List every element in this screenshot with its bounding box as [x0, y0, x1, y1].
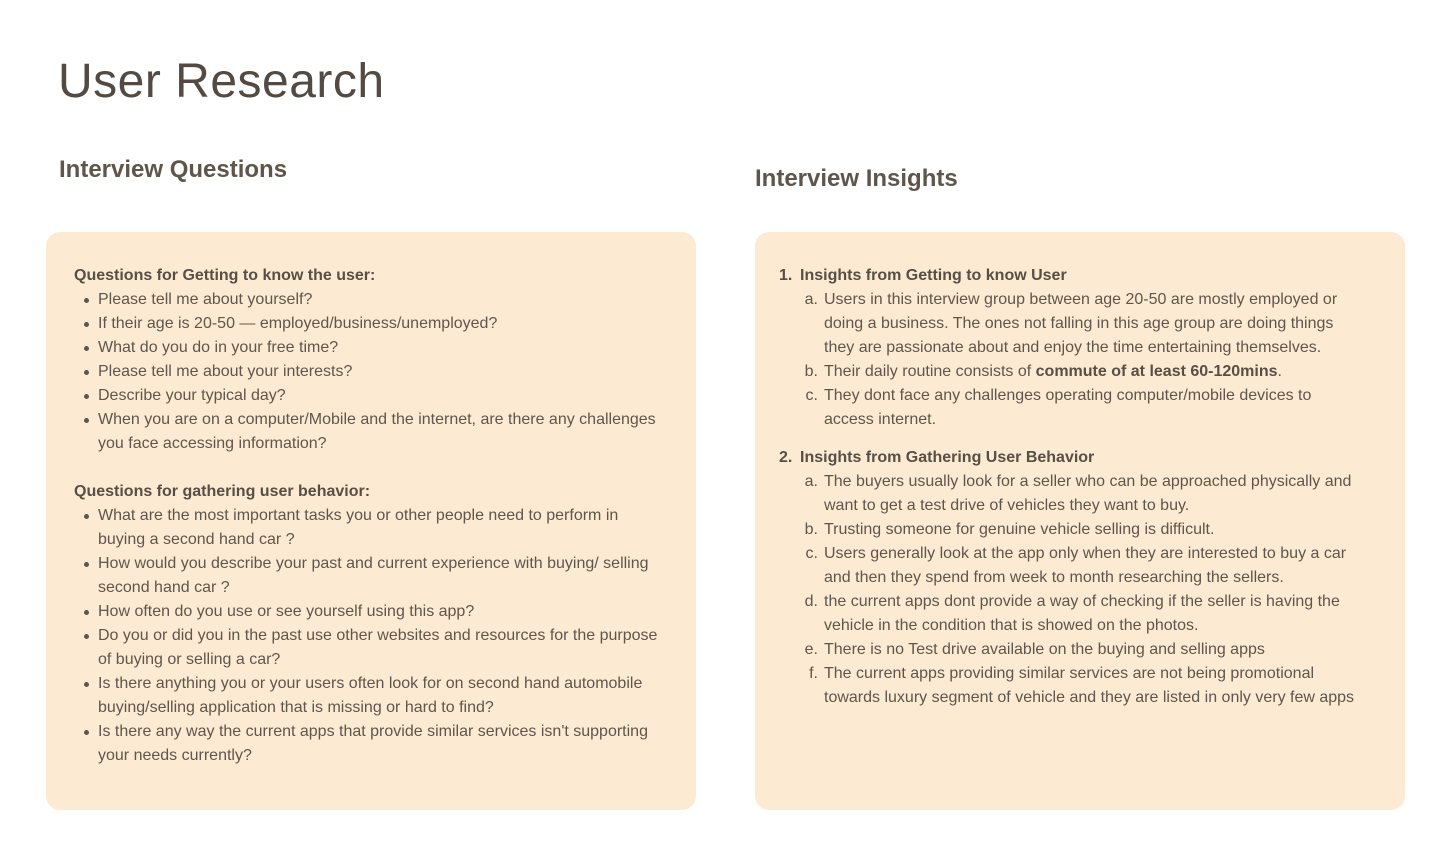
interview-questions-heading: Interview Questions	[59, 156, 288, 183]
insight-item-emphasis: commute of at least 60-120mins	[1035, 363, 1278, 380]
question-item: How often do you use or see yourself using this app?	[74, 600, 668, 624]
insight-group-number: 1.	[779, 267, 793, 284]
interview-insights-heading: Interview Insights	[755, 165, 958, 192]
insight-item-text: There is no Test drive available on the buying and selling apps	[824, 641, 1265, 658]
question-item: What do you do in your free time?	[74, 336, 668, 360]
insight-item	[800, 638, 1365, 662]
insight-group	[779, 446, 1365, 710]
question-group-title: Questions for Getting to know the user:	[74, 267, 376, 284]
insight-item-marker: d.	[804, 593, 818, 610]
insight-item	[800, 518, 1365, 542]
interview-insights-card	[755, 232, 1405, 810]
insight-groups	[779, 264, 1365, 710]
question-item: Please tell me about yourself?	[74, 288, 668, 312]
insight-item-marker: c.	[805, 545, 818, 562]
insight-item-text: The buyers usually look for a seller who can be approached physically and want to get a test drive of vehicles they want to buy.	[824, 473, 1352, 514]
question-list	[74, 504, 668, 768]
insight-item-marker: e.	[804, 641, 818, 658]
question-item: How would you describe your past and current experience with buying/ selling second hand car ?	[74, 552, 668, 600]
group-spacer	[74, 456, 668, 480]
insight-list	[800, 288, 1365, 432]
insight-list	[800, 470, 1365, 710]
insight-item	[800, 542, 1365, 590]
insight-item	[800, 662, 1365, 710]
insight-item	[800, 384, 1365, 432]
insight-item-text: They dont face any challenges operating computer/mobile devices to access internet.	[824, 387, 1312, 428]
question-item: Is there anything you or your users often look for on second hand automobile buying/selling application that is missing or hard to find?	[74, 672, 668, 720]
insight-item-text: the current apps dont provide a way of checking if the seller is having the vehicle in the condition that is showed on the photos.	[824, 593, 1340, 634]
question-item: Do you or did you in the past use other websites and resources for the purpose of buying or selling a car?	[74, 624, 668, 672]
insight-item-text-end: .	[1277, 363, 1282, 380]
insight-item	[800, 470, 1365, 518]
question-item: When you are on a computer/Mobile and the internet, are there any challenges you face accessing information?	[74, 408, 668, 456]
insight-item-marker: f.	[809, 665, 818, 682]
question-item: If their age is 20-50 — employed/business/unemployed?	[74, 312, 668, 336]
question-item: Describe your typical day?	[74, 384, 668, 408]
insight-item-text: Users generally look at the app only when they are interested to buy a car and then they spend from week to month researching the sellers.	[824, 545, 1347, 586]
insight-item-marker: a.	[804, 291, 818, 308]
insight-item-marker: b.	[804, 363, 818, 380]
question-item: What are the most important tasks you or other people need to perform in buying a second hand car ?	[74, 504, 668, 552]
question-item: Is there any way the current apps that provide similar services isn't supporting your needs currently?	[74, 720, 668, 768]
page-title: User Research	[58, 55, 385, 108]
question-group-title: Questions for gathering user behavior:	[74, 483, 371, 500]
question-item: Please tell me about your interests?	[74, 360, 668, 384]
insight-item-text: Trusting someone for genuine vehicle selling is difficult.	[824, 521, 1215, 538]
insight-item-marker: a.	[804, 473, 818, 490]
interview-questions-card	[46, 232, 696, 810]
insight-group-number: 2.	[779, 449, 793, 466]
insight-item	[800, 360, 1365, 384]
insight-item	[800, 288, 1365, 360]
insight-item-text: Their daily routine consists of	[824, 363, 1036, 380]
insight-item-marker: c.	[805, 387, 818, 404]
insight-group-title: Insights from Gathering User Behavior	[800, 449, 1095, 466]
insight-item	[800, 590, 1365, 638]
insight-group	[779, 264, 1365, 432]
question-list	[74, 288, 668, 456]
insight-item-text: The current apps providing similar services are not being promotional towards luxury segment of vehicle and they are listed in only very few apps	[824, 665, 1355, 706]
insight-group-title: Insights from Getting to know User	[800, 267, 1067, 284]
insight-item-text: Users in this interview group between age 20-50 are mostly employed or doing a business. The ones not falling in this age group are doing things they are passionate about and enjoy the time entertaining themselves.	[824, 291, 1338, 356]
insight-item-marker: b.	[804, 521, 818, 538]
